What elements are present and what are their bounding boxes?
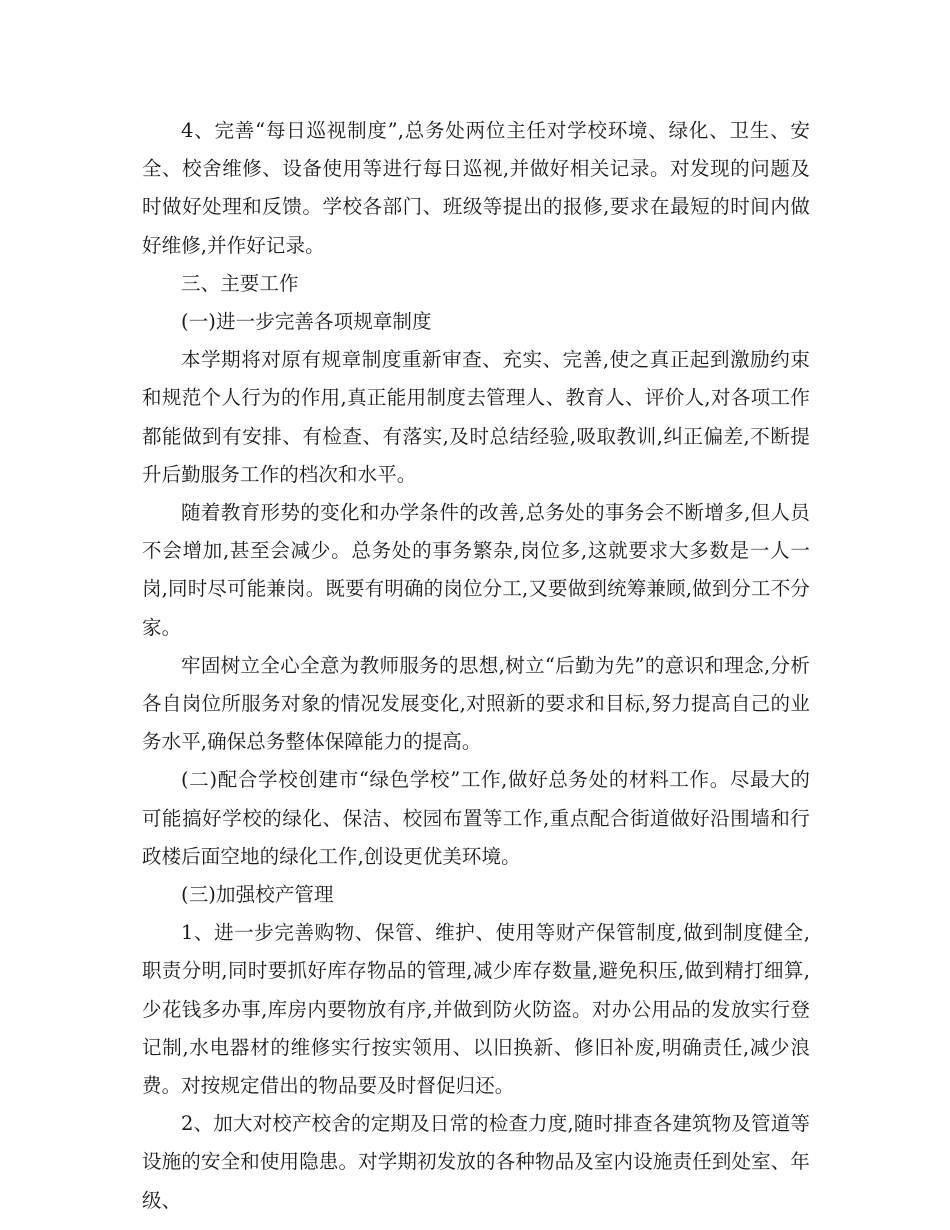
- paragraph-rules-review: 本学期将对原有规章制度重新审查、充实、完善,使之真正起到激励约束和规范个人行为的作用,真正能用制度去管理人、教育人、评价人,对各项工作都能做到有安排、有检查、有落实,及时总结经验,吸取教训,纠正偏差,不断提升后勤服务工作的档次和水平。: [142, 348, 810, 486]
- section-heading-main-work: 三、主要工作: [181, 271, 299, 295]
- paragraph-green-school: (二)配合学校创建市“绿色学校”工作,做好总务处的材料工作。尽最大的可能搞好学校的绿化、保洁、校园布置等工作,重点配合街道做好沿围墙和行政楼后面空地的绿化工作,创设更优美环境。: [142, 768, 810, 868]
- subheading-asset-management: (三)加强校产管理: [181, 883, 334, 907]
- paragraph-staffing: 随着教育形势的变化和办学条件的改善,总务处的事务会不断增多,但人员不会增加,甚至会减少。总务处的事务繁杂,岗位多,这就要求大多数是一人一岗,同时尽可能兼岗。既要有明确的岗位分工,又要做到统筹兼顾,做到分工不分家。: [142, 501, 810, 639]
- subheading-rules-regulations: (一)进一步完善各项规章制度: [181, 310, 432, 334]
- paragraph-asset-custody: 1、进一步完善购物、保管、维护、使用等财产保管制度,做到制度健全,职责分明,同时要抓好库存物品的管理,减少库存数量,避免积压,做到精打细算,少花钱多办事,库房内要物放有序,并做到防火防盗。对办公用品的发放实行登记制,水电器材的维修实行按实领用、以旧换新、修旧补废,明确责任,减少浪费。对按规定借出的物品要及时督促归还。: [142, 921, 810, 1098]
- paragraph-inspection: 2、加大对校产校舍的定期及日常的检查力度,随时排查各建筑物及管道等设施的安全和使用隐患。对学期初发放的各种物品及室内设施责任到处室、年级、: [142, 1112, 810, 1212]
- document-body: [142, 112, 810, 1220]
- paragraph-service-attitude: 牢固树立全心全意为教师服务的思想,树立“后勤为先”的意识和理念,分析各自岗位所服务对象的情况发展变化,对照新的要求和目标,努力提高自己的业务水平,确保总务整体保障能力的提高。: [142, 653, 810, 754]
- paragraph-inspection-system: 4、完善“每日巡视制度”,总务处两位主任对学校环境、绿化、卫生、安全、校舍维修、设备使用等进行每日巡视,并做好相关记录。对发现的问题及时做好处理和反馈。学校各部门、班级等提出的报修,要求在最短的时间内做好维修,并作好记录。: [142, 119, 810, 257]
